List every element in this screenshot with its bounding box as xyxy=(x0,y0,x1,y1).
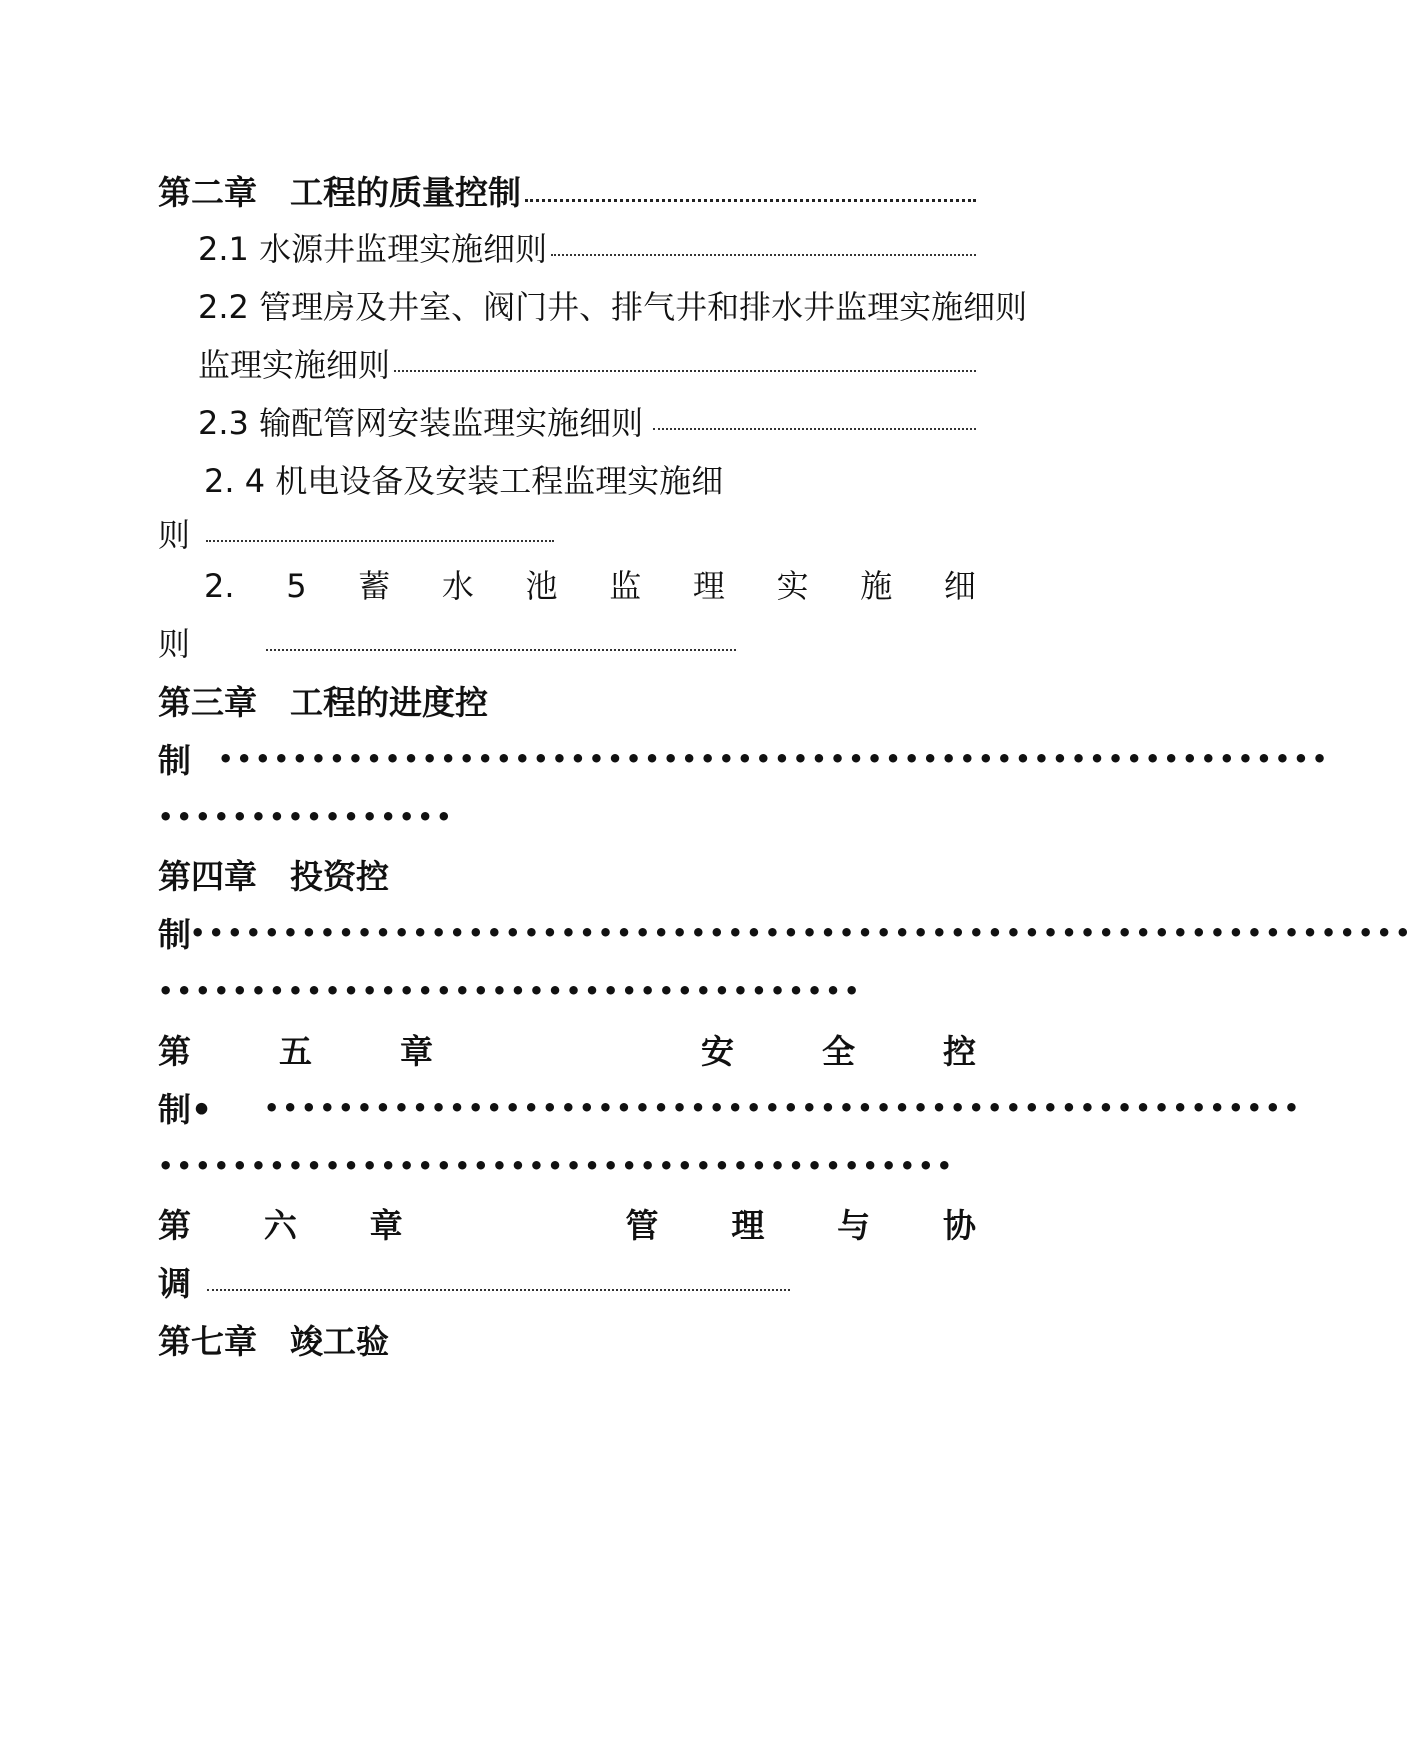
toc-entry-chapter-3-continued[interactable] xyxy=(158,741,191,780)
toc-entry-title-continued: 则 xyxy=(158,516,191,554)
toc-char: 施 xyxy=(860,567,893,605)
toc-entry-chapter-5[interactable] xyxy=(158,1032,976,1071)
toc-entry-2-5-continued[interactable] xyxy=(158,625,736,663)
toc-entry-title: 2.3 输配管网安装监理实施细则 xyxy=(198,404,644,442)
toc-char: 理 xyxy=(692,567,725,605)
toc-char: 细 xyxy=(943,567,976,605)
dot-leader xyxy=(394,370,976,372)
toc-entry-title-continued: 监理实施细则 xyxy=(198,346,391,384)
toc-entry-title: 第二章 工程的质量控制 xyxy=(158,173,521,212)
toc-entry-2-5[interactable] xyxy=(204,567,976,605)
toc-char: 实 xyxy=(776,567,809,605)
toc-entry-title-continued: 则 xyxy=(158,625,191,663)
toc-entry-2-2-continued[interactable] xyxy=(198,346,976,384)
toc-entry-title: 2.2 管理房及井室、阀门井、排气井和排水井监理实施细则 xyxy=(198,288,1028,326)
toc-entry-title: 2. 4 机电设备及安装工程监理实施细 xyxy=(204,462,724,500)
toc-char: 第 xyxy=(158,1032,191,1071)
toc-entry-title: 2.1 水源井监理实施细则 xyxy=(198,230,548,268)
toc-char: 六 xyxy=(263,1206,297,1245)
toc-entry-chapter-5-continued[interactable] xyxy=(158,1090,213,1129)
dot-leader: •••••••••••••••••••••••••••••••••••••••••••••••••••••••• xyxy=(264,1094,1303,1122)
toc-char: 全 xyxy=(822,1032,855,1071)
toc-char: 管 xyxy=(625,1206,659,1245)
toc-entry-2-3[interactable] xyxy=(198,404,976,442)
toc-entry-chapter-6[interactable] xyxy=(158,1206,976,1245)
toc-entry-2-4[interactable] xyxy=(204,462,724,500)
toc-entry-2-2[interactable] xyxy=(198,288,1028,326)
toc-entry-title-continued: 制 xyxy=(158,915,191,954)
toc-char: 水 xyxy=(441,567,474,605)
dot-leader: •••••••••••••••••••••••••••••••••••••• xyxy=(158,977,863,1005)
dot-leader xyxy=(266,649,736,651)
toc-char: 监 xyxy=(609,567,642,605)
toc-char: 五 xyxy=(279,1032,312,1071)
dot-leader: •••••••••••••••••••••••••••••••••••••••••••••••••••••••••••••••••• xyxy=(190,919,1414,947)
dot-leader xyxy=(207,1289,790,1291)
toc-char: 章 xyxy=(400,1032,433,1071)
dot-leader xyxy=(653,428,976,430)
dot-leader: •••••••••••••••• xyxy=(158,803,455,831)
dot-leader xyxy=(525,199,976,202)
toc-entry-title-continued: 调 xyxy=(158,1264,191,1303)
toc-char: 协 xyxy=(942,1206,976,1245)
toc-entry-2-1[interactable] xyxy=(198,230,976,268)
toc-char: 5 xyxy=(286,567,307,605)
toc-entry-title: 第三章 工程的进度控 xyxy=(158,683,488,722)
toc-char: 控 xyxy=(943,1032,976,1071)
dot-leader xyxy=(206,540,554,542)
toc-entry-title-continued: 制• xyxy=(158,1090,213,1129)
toc-char: 池 xyxy=(525,567,558,605)
toc-char: 章 xyxy=(369,1206,403,1245)
dot-leader: •••••••••••••••••••••••••••••••••••••••••••••••••••••••••••• xyxy=(218,745,1331,773)
toc-char: 第 xyxy=(158,1206,191,1245)
toc-entry-chapter-6-continued[interactable] xyxy=(158,1264,790,1303)
toc-entry-2-4-continued[interactable] xyxy=(158,516,554,554)
toc-entry-chapter-7[interactable] xyxy=(158,1322,389,1361)
toc-entry-title: 第四章 投资控 xyxy=(158,857,389,896)
toc-char: 蓄 xyxy=(358,567,391,605)
toc-char: 理 xyxy=(731,1206,765,1245)
toc-entry-title-continued: 制 xyxy=(158,741,191,780)
toc-entry-chapter-4-continued[interactable] xyxy=(158,915,191,954)
toc-entry-title: 第七章 竣工验 xyxy=(158,1322,389,1361)
toc-char: 与 xyxy=(837,1206,871,1245)
toc-char: 2. xyxy=(204,567,235,605)
toc-entry-chapter-3[interactable] xyxy=(158,683,488,722)
dot-leader xyxy=(551,254,976,256)
toc-char: 安 xyxy=(701,1032,734,1071)
toc-entry-chapter-4[interactable] xyxy=(158,857,389,896)
dot-leader: ••••••••••••••••••••••••••••••••••••••••••• xyxy=(158,1152,956,1180)
toc-entry-chapter-2[interactable] xyxy=(158,173,976,212)
